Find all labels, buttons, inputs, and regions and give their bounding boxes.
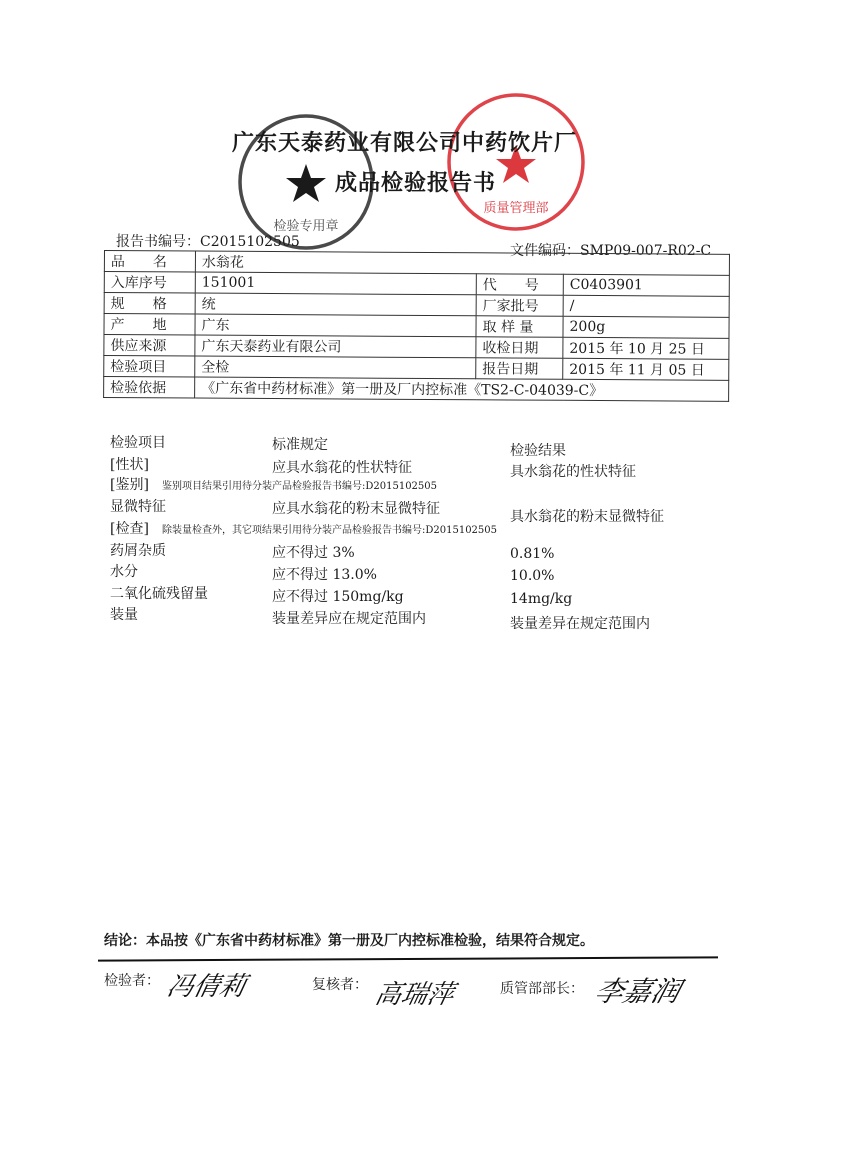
- entry-value: 151001: [195, 272, 476, 295]
- qa-label: 质管部部长：: [500, 981, 584, 997]
- so2-result: 14mg/kg: [510, 591, 573, 607]
- inspector-label: 检验者：: [104, 973, 160, 989]
- impurity-item: 药屑杂质: [110, 543, 166, 559]
- sample-label: 取 样 量: [476, 316, 563, 338]
- moisture-result: 10.0%: [510, 568, 555, 584]
- basis-label: 检验依据: [104, 377, 195, 399]
- product-label: 品 名: [104, 251, 195, 273]
- origin-value: 广东: [195, 314, 476, 337]
- character-item: [性状]: [110, 457, 149, 473]
- svg-text:检验专用章: 检验专用章: [273, 219, 339, 234]
- microscopy-standard: 应具水翁花的粉末显微特征: [272, 501, 440, 517]
- basis-value: 《广东省中药材标准》第一册及厂内控标准《TS2-C-04039-C》: [195, 377, 729, 401]
- divider: [98, 956, 718, 961]
- filling-standard: 装量差异应在规定范围内: [272, 611, 426, 627]
- item-value: 全检: [195, 356, 476, 379]
- report-number: 报告书编号：C2015102505: [116, 234, 300, 250]
- entry-label: 入库序号: [104, 272, 195, 294]
- so2-item: 二氧化硫残留量: [110, 586, 208, 602]
- table-row: [104, 377, 729, 402]
- receive-date-value: 2015 年 10 月 25 日: [563, 337, 729, 359]
- item-label: 检验项目: [104, 356, 195, 378]
- star-icon: [286, 164, 326, 202]
- filling-result: 装量差异在规定范围内: [510, 616, 650, 632]
- inspector-signature: 冯倩莉: [164, 972, 249, 1002]
- impurity-standard: 应不得过 3%: [272, 545, 355, 561]
- header-standard: 标准规定: [272, 437, 328, 453]
- inspection-note: 除装量检查外，其它项结果引用待分装产品检验报告书编号:D2015102505: [162, 525, 498, 536]
- product-value: 水翁花: [195, 251, 729, 275]
- spec-label: 规 格: [104, 293, 195, 315]
- impurity-result: 0.81%: [510, 546, 555, 562]
- sample-value: 200g: [563, 316, 729, 338]
- report-date-value: 2015 年 11 月 05 日: [563, 358, 729, 380]
- spec-value: 统: [195, 293, 476, 316]
- code-value: C0403901: [563, 274, 729, 296]
- svg-text:质量管理部: 质量管理部: [483, 201, 549, 216]
- supplier-value: 广东天泰药业有限公司: [195, 335, 476, 358]
- identification-tag: [鉴别]: [110, 477, 149, 493]
- identification-note: 鉴别项目结果引用待分装产品检验报告书编号:D2015102505: [162, 481, 438, 492]
- report-title: 成品检验报告书: [335, 170, 497, 196]
- reviewer-signature: 高瑞萍: [372, 980, 457, 1010]
- so2-standard: 应不得过 150mg/kg: [272, 589, 404, 605]
- header-item: 检验项目: [110, 435, 166, 451]
- microscopy-result: 具水翁花的粉末显微特征: [510, 509, 664, 525]
- report-date-label: 报告日期: [476, 358, 563, 380]
- reviewer-label: 复核者：: [312, 977, 368, 993]
- header-result: 检验结果: [510, 443, 566, 459]
- file-code: 文件编码：SMP09-007-R02-C: [510, 243, 712, 259]
- moisture-standard: 应不得过 13.0%: [272, 567, 377, 583]
- microscopy-item: 显微特征: [110, 499, 166, 515]
- quality-dept-stamp: [444, 90, 588, 234]
- company-title: 广东天泰药业有限公司中药饮片厂: [232, 130, 578, 156]
- code-label: 代 号: [476, 274, 563, 296]
- moisture-item: 水分: [110, 564, 138, 580]
- qa-signature: 李嘉润: [591, 975, 685, 1008]
- inspection-tag: [检查]: [110, 521, 149, 537]
- character-standard: 应具水翁花的性状特征: [272, 460, 412, 476]
- character-result: 具水翁花的性状特征: [510, 464, 636, 480]
- origin-label: 产 地: [104, 314, 195, 336]
- batch-label: 厂家批号: [476, 295, 563, 317]
- filling-item: 装量: [110, 607, 138, 623]
- conclusion: 结论：本品按《广东省中药材标准》第一册及厂内控标准检验，结果符合规定。: [104, 933, 594, 949]
- supplier-label: 供应来源: [104, 335, 195, 357]
- info-table: [103, 250, 730, 402]
- receive-date-label: 收检日期: [476, 337, 563, 359]
- batch-value: /: [563, 295, 729, 317]
